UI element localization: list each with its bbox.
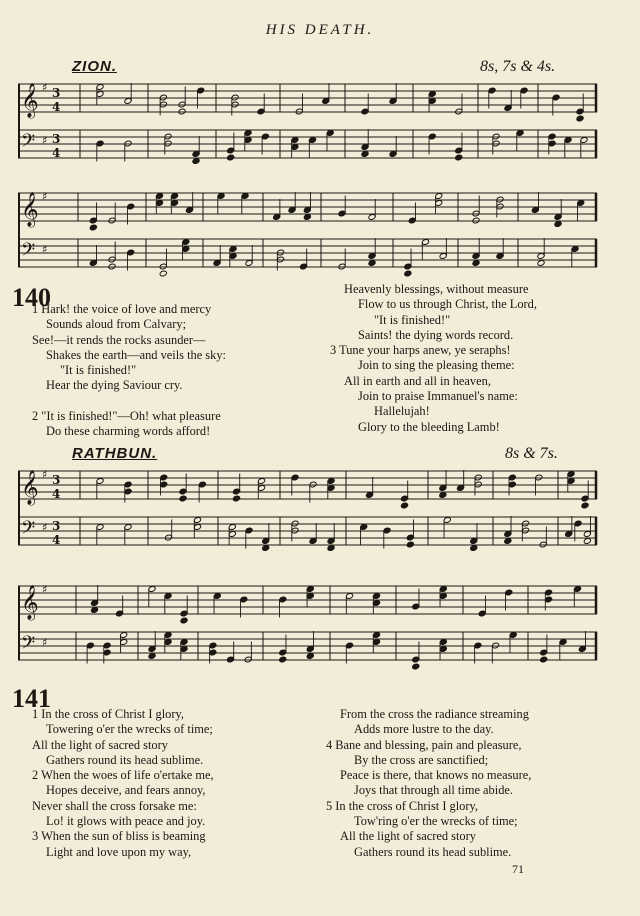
svg-text:♯: ♯ bbox=[42, 521, 48, 534]
svg-text:♯: ♯ bbox=[42, 81, 48, 94]
verse-line: Gathers round its head sublime. bbox=[46, 752, 204, 767]
verse-line: Lo! it glows with peace and joy. bbox=[46, 814, 206, 829]
verse-line: Flow to us through Christ, the Lord, bbox=[358, 297, 537, 312]
verse-line: 5 In the cross of Christ I glory, bbox=[326, 798, 478, 813]
verse-line: 1 Hark! the voice of love and mercy bbox=[32, 302, 212, 316]
verse-line bbox=[32, 394, 226, 409]
verse-line: "It is finished!" bbox=[60, 363, 137, 378]
svg-text:3: 3 bbox=[52, 86, 61, 100]
svg-text:𝄢: 𝄢 bbox=[21, 633, 36, 658]
verse-line: "It is finished!" bbox=[374, 312, 451, 327]
tune-name-rathbun: RATHBUN. bbox=[72, 445, 158, 462]
music-system-rathbun-1 bbox=[18, 463, 598, 563]
verse-line: Heavenly blessings, without measure bbox=[344, 282, 529, 296]
svg-text:♯: ♯ bbox=[42, 134, 48, 147]
verse-line: See!—it rends the rocks asunder— bbox=[32, 332, 206, 347]
bass-staff bbox=[18, 516, 597, 551]
verse-line: 1 In the cross of Christ I glory, bbox=[32, 707, 184, 721]
svg-text:𝄢: 𝄢 bbox=[21, 131, 36, 156]
verse-line: Do these charming words afford! bbox=[46, 424, 211, 439]
music-system-rathbun-2 bbox=[18, 578, 598, 678]
svg-text:3: 3 bbox=[52, 519, 61, 533]
verse-line: Saints! the dying words record. bbox=[358, 327, 514, 342]
svg-text:♯: ♯ bbox=[42, 636, 48, 649]
tune-meter-rathbun: 8s & 7s. bbox=[505, 445, 558, 462]
svg-text:4: 4 bbox=[52, 146, 61, 160]
svg-text:𝄞: 𝄞 bbox=[21, 585, 39, 620]
verse-line: Sounds aloud from Calvary; bbox=[46, 317, 187, 332]
treble-staff bbox=[18, 81, 597, 122]
verse-line: All the light of sacred story bbox=[32, 737, 168, 752]
svg-text:𝄢: 𝄢 bbox=[21, 240, 36, 265]
svg-text:𝄞: 𝄞 bbox=[21, 470, 39, 505]
running-head: HIS DEATH. bbox=[265, 22, 375, 38]
verse-line: All the light of sacred story bbox=[340, 829, 476, 844]
svg-text:4: 4 bbox=[52, 487, 61, 501]
verse-line: Never shall the cross forsake me: bbox=[32, 798, 197, 813]
verse-line: Glory to the bleeding Lamb! bbox=[358, 419, 500, 434]
verse-line: Join to sing the pleasing theme: bbox=[358, 358, 515, 373]
hymn-141-left-column bbox=[32, 707, 214, 860]
verse-line: 3 When the sun of bliss is beaming bbox=[32, 829, 206, 844]
svg-text:3: 3 bbox=[52, 473, 61, 487]
hymn-140-right-column bbox=[330, 282, 537, 435]
verse-line: 3 Tune your harps anew, ye seraphs! bbox=[330, 343, 511, 358]
hymn-140-left-column bbox=[32, 302, 226, 440]
svg-text:4: 4 bbox=[52, 533, 61, 547]
svg-text:♯: ♯ bbox=[42, 468, 48, 481]
verse-line: Hopes deceive, and fears annoy, bbox=[46, 783, 206, 798]
svg-text:♯: ♯ bbox=[42, 190, 48, 203]
verse-line: All in earth and all in heaven, bbox=[344, 373, 491, 388]
verse-line: Joys that through all time abide. bbox=[354, 783, 513, 798]
verse-line: Join to praise Immanuel's name: bbox=[358, 389, 518, 404]
page-number: 71 bbox=[512, 862, 524, 876]
hymn-number-140: 140 bbox=[12, 283, 51, 312]
music-system-zion-1 bbox=[18, 76, 598, 176]
svg-text:𝄞: 𝄞 bbox=[21, 83, 39, 118]
verse-line: Hear the dying Saviour cry. bbox=[46, 378, 183, 393]
verse-line: Gathers round its head sublime. bbox=[354, 844, 512, 859]
hymn-number-141: 141 bbox=[12, 684, 51, 713]
verse-line: By the cross are sanctified; bbox=[354, 752, 489, 767]
verse-line: Tow'ring o'er the wrecks of time; bbox=[354, 814, 518, 829]
bass-staff bbox=[18, 129, 597, 164]
bass-staff bbox=[18, 238, 597, 277]
verse-line: Light and love upon my way, bbox=[46, 844, 192, 859]
treble-staff bbox=[18, 583, 597, 624]
treble-staff bbox=[18, 468, 597, 509]
svg-text:𝄢: 𝄢 bbox=[21, 518, 36, 543]
svg-text:♯: ♯ bbox=[42, 583, 48, 596]
verse-line: 2 When the woes of life o'ertake me, bbox=[32, 768, 214, 783]
verse-line: Shakes the earth—and veils the sky: bbox=[46, 347, 226, 362]
hymn-141-right-column bbox=[326, 707, 531, 860]
svg-text:3: 3 bbox=[52, 132, 61, 146]
bass-staff bbox=[18, 631, 597, 670]
verse-line: Hallelujah! bbox=[374, 404, 430, 419]
music-system-zion-2 bbox=[18, 185, 598, 285]
verse-line: Peace is there, that knows no measure, bbox=[340, 768, 532, 783]
svg-text:𝄞: 𝄞 bbox=[21, 192, 39, 227]
tune-meter-zion: 8s, 7s & 4s. bbox=[480, 58, 556, 75]
tune-name-zion: ZION. bbox=[72, 58, 117, 75]
verse-line: Towering o'er the wrecks of time; bbox=[46, 722, 213, 737]
verse-line: From the cross the radiance streaming bbox=[340, 707, 529, 721]
verse-line: 4 Bane and blessing, pain and pleasure, bbox=[326, 737, 522, 752]
svg-text:4: 4 bbox=[52, 100, 61, 114]
verse-line: Adds more lustre to the day. bbox=[354, 722, 494, 737]
svg-text:♯: ♯ bbox=[42, 243, 48, 256]
verse-line: 2 "It is finished!"—Oh! what pleasure bbox=[32, 409, 221, 424]
treble-staff bbox=[18, 190, 597, 231]
